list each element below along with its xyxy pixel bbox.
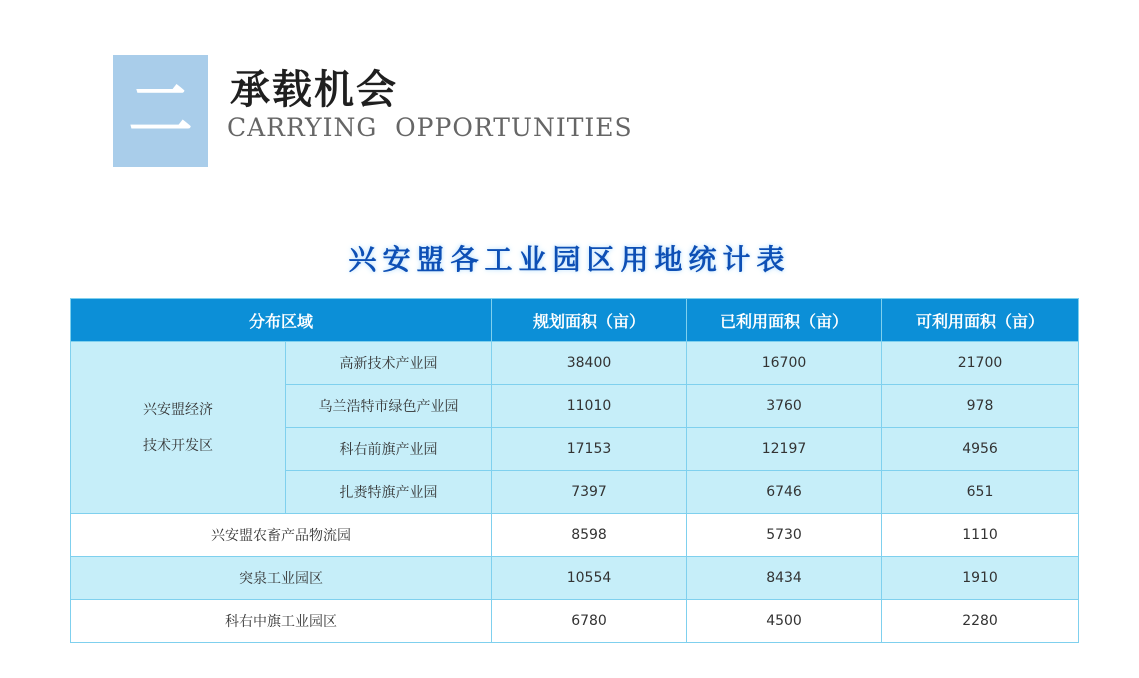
planned-cell: 11010 [492,385,687,428]
header-planned: 规划面积（亩） [492,299,687,342]
land-use-table [70,298,1079,643]
used-cell: 3760 [687,385,882,428]
park-name: 高新技术产业园 [286,342,492,385]
park-name: 乌兰浩特市绿色产业园 [286,385,492,428]
table-title: 兴安盟各工业园区用地统计表 [348,243,791,276]
header-region: 分布区域 [71,299,492,342]
park-name: 兴安盟农畜产品物流园 [71,514,492,557]
used-cell: 12197 [687,428,882,471]
planned-cell: 7397 [492,471,687,514]
planned-cell: 8598 [492,514,687,557]
group-region-cell [71,342,286,514]
available-cell: 4956 [882,428,1079,471]
park-name: 科右中旗工业园区 [71,600,492,643]
park-name: 科右前旗产业园 [286,428,492,471]
section-title: 承载机会 [230,67,398,113]
used-cell: 5730 [687,514,882,557]
available-cell: 2280 [882,600,1079,643]
header-available: 可利用面积（亩） [882,299,1079,342]
used-cell: 6746 [687,471,882,514]
available-cell: 1910 [882,557,1079,600]
table-row [71,342,1079,385]
park-name: 扎赉特旗产业园 [286,471,492,514]
used-cell: 16700 [687,342,882,385]
table-row [71,514,1079,557]
table-row [71,600,1079,643]
available-cell: 1110 [882,514,1079,557]
section-number: 二 [128,74,193,148]
section-subtitle: CARRYING OPPORTUNITIES [227,113,633,142]
planned-cell: 10554 [492,557,687,600]
table-header-row [71,299,1079,342]
park-name: 突泉工业园区 [71,557,492,600]
section-number-box [113,55,208,167]
used-cell: 4500 [687,600,882,643]
used-cell: 8434 [687,557,882,600]
planned-cell: 6780 [492,600,687,643]
group-name-line2: 技术开发区 [143,437,213,454]
header-used: 已利用面积（亩） [687,299,882,342]
planned-cell: 38400 [492,342,687,385]
available-cell: 978 [882,385,1079,428]
table-row [71,557,1079,600]
planned-cell: 17153 [492,428,687,471]
available-cell: 21700 [882,342,1079,385]
group-name-line1: 兴安盟经济 [143,401,213,418]
available-cell: 651 [882,471,1079,514]
